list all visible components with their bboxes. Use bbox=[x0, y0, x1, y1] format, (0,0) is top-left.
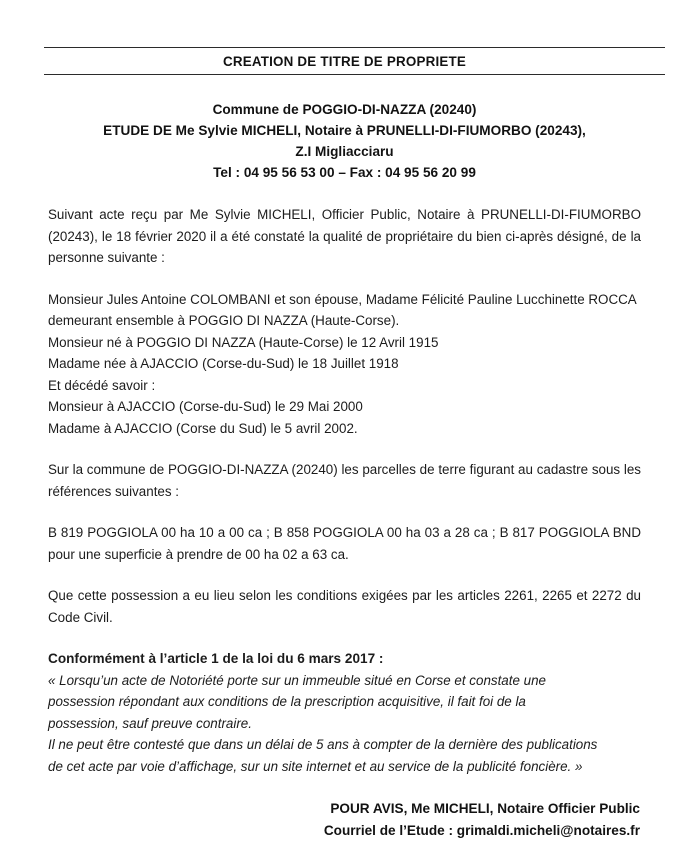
spacer bbox=[48, 269, 641, 289]
document-body bbox=[48, 183, 641, 798]
signature-notary: POUR AVIS, Me MICHELI, Notaire Officier Public bbox=[48, 798, 640, 820]
intro-paragraph: Suivant acte reçu par Me Sylvie MICHELI, Officier Public, Notaire à PRUNELLI-DI-FIUMORBO (20243), le 18 février 2020 il a été constaté la qualité de propriétaire du bien ci-après désigné, de la personne suivante : bbox=[48, 204, 641, 269]
notary-header bbox=[24, 99, 665, 183]
spacer bbox=[48, 439, 641, 459]
spacer bbox=[48, 565, 641, 585]
law-quote bbox=[48, 670, 641, 778]
spacer bbox=[48, 628, 641, 648]
header-address: Z.I Migliacciaru bbox=[24, 141, 665, 162]
spacer bbox=[48, 777, 641, 798]
header-etude: ETUDE DE Me Sylvie MICHELI, Notaire à PRUNELLI-DI-FIUMORBO (20243), bbox=[24, 120, 665, 141]
signature-email: Courriel de l’Etude : grimaldi.micheli@notaires.fr bbox=[48, 820, 640, 841]
header-commune: Commune de POGGIO-DI-NAZZA (20240) bbox=[24, 99, 665, 120]
header-contact: Tel : 04 95 56 53 00 – Fax : 04 95 56 20 99 bbox=[24, 162, 665, 183]
cadastre-intro-paragraph: Sur la commune de POGGIO-DI-NAZZA (20240) les parcelles de terre figurant au cadastre sous les références suivantes : bbox=[48, 459, 641, 502]
person-deceased-label: Et décédé savoir : bbox=[48, 375, 641, 397]
law-quote-line-2: possession répondant aux conditions de la prescription acquisitive, il fait foi de la bbox=[48, 691, 641, 713]
title-rule-bottom bbox=[44, 74, 665, 75]
parcel-references: B 819 POGGIOLA 00 ha 10 a 00 ca ; B 858 POGGIOLA 00 ha 03 a 28 ca ; B 817 POGGIOLA BND pour une superficie à prendre de 00 ha 02 a 63 ca. bbox=[48, 522, 641, 565]
law-quote-line-4: Il ne peut être contesté que dans un délai de 5 ans à compter de la dernière des publications bbox=[48, 734, 641, 756]
spacer bbox=[48, 502, 641, 522]
law-heading: Conformément à l’article 1 de la loi du 6 mars 2017 : bbox=[48, 648, 641, 670]
person-death-monsieur: Monsieur à AJACCIO (Corse-du-Sud) le 29 Mai 2000 bbox=[48, 396, 641, 418]
law-quote-line-1: « Lorsqu’un acte de Notoriété porte sur un immeuble situé en Corse et constate une bbox=[48, 670, 641, 692]
possession-paragraph: Que cette possession a eu lieu selon les conditions exigées par les articles 2261, 2265 et 2272 du Code Civil. bbox=[48, 585, 641, 628]
title-banner bbox=[44, 0, 645, 75]
person-birth-monsieur: Monsieur né à POGGIO DI NAZZA (Haute-Corse) le 12 Avril 1915 bbox=[48, 332, 641, 354]
person-death-madame: Madame à AJACCIO (Corse du Sud) le 5 avril 2002. bbox=[48, 418, 641, 440]
law-quote-line-5: de cet acte par voie d’affichage, sur un site internet et au service de la publicité foncière. » bbox=[48, 756, 641, 778]
spacer bbox=[48, 183, 641, 204]
page-title: CREATION DE TITRE DE PROPRIETE bbox=[44, 48, 645, 74]
law-quote-line-3: possession, sauf preuve contraire. bbox=[48, 713, 641, 735]
signature-block bbox=[48, 798, 641, 841]
person-birth-madame: Madame née à AJACCIO (Corse-du-Sud) le 18 Juillet 1918 bbox=[48, 353, 641, 375]
persons-block bbox=[48, 289, 641, 440]
person-owners-line: Monsieur Jules Antoine COLOMBANI et son épouse, Madame Félicité Pauline Lucchinette ROCCA demeurant ensemble à POGGIO DI NAZZA (Haute-Corse). bbox=[48, 289, 641, 332]
